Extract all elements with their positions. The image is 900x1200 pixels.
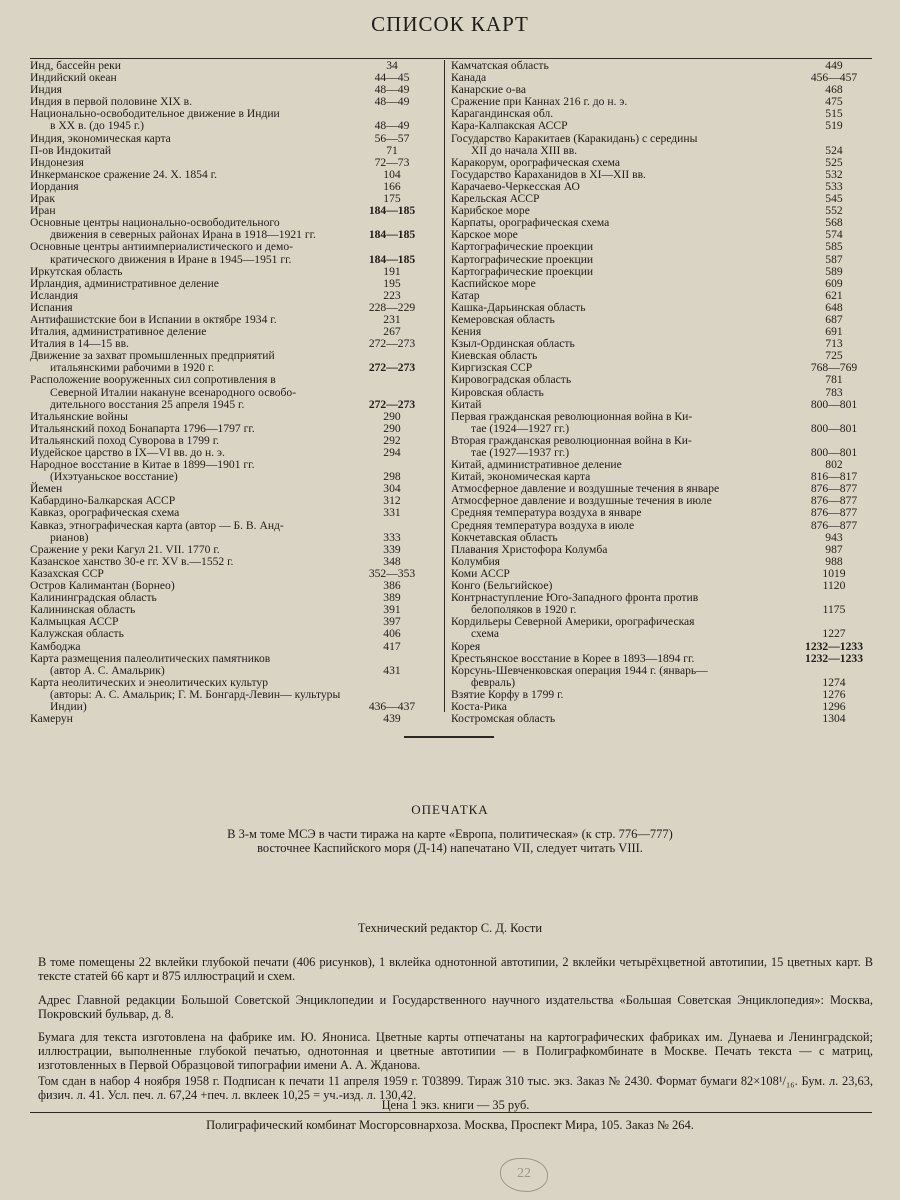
map-entry-page: 987 <box>825 542 843 556</box>
map-entry-title: Ирак <box>30 192 55 206</box>
map-entry-title-continued: тае (1924—1927 гг.) <box>471 421 570 435</box>
map-entry <box>30 653 434 677</box>
map-entry-title: Картографические проекции <box>451 252 594 266</box>
map-entry-title: Итальянские войны <box>30 409 128 423</box>
map-entry-title: Картографические проекции <box>451 240 594 254</box>
map-entry-page: 800—801 <box>810 421 858 435</box>
map-entry-title: Кировская область <box>451 385 544 399</box>
map-entry-title: Йемен <box>30 482 63 496</box>
editorial-address: Адрес Главной редакции Большой Советской Энциклопедии и Государственного научного издательства «Большая Советская Энциклопедия»: Москва, Покровский бульвар, д. 8. <box>38 993 873 1021</box>
map-entry-page: 725 <box>825 349 843 363</box>
map-entry-page: 621 <box>825 288 843 302</box>
map-entry-page: 1232—1233 <box>805 651 863 665</box>
map-entry-page: 781 <box>825 373 843 387</box>
map-entry-page: 800—801 <box>810 397 858 411</box>
map-entry-page: 228—229 <box>368 300 416 314</box>
map-entry-title-continued: в XX в. (до 1945 г.) <box>50 119 145 133</box>
map-entry-title: Инд, бассейн реки <box>30 59 121 72</box>
map-entry <box>30 278 434 290</box>
map-entry-title: Итальянский поход Бонапарта 1796—1797 гг. <box>30 421 255 435</box>
map-entry-title-continued: (авторы: А. С. Амальрик; Г. М. Бонгард-Левин— культуры Индии) <box>50 687 341 713</box>
technical-editor: Технический редактор С. Д. Кости <box>357 921 543 935</box>
map-entry-page: 34 <box>386 59 398 72</box>
map-entry-title: Народное восстание в Китае в 1899—1901 гг. <box>30 458 255 472</box>
map-entry-title: Камчатская область <box>451 59 549 72</box>
map-entry-page: 48—49 <box>374 83 410 97</box>
map-entry-title: Казанское ханство 30-е гг. XV в.—1552 г. <box>30 554 234 568</box>
map-entry-page: 468 <box>825 83 843 97</box>
map-entry-title: Кара-Калпакская АССР <box>451 119 568 133</box>
map-entry-title: Атмосферное давление и воздушные течения в январе <box>451 482 720 496</box>
map-entry-title: Карельская АССР <box>451 192 540 206</box>
map-entry-page: 1304 <box>822 712 846 726</box>
map-entry <box>30 108 434 132</box>
map-entry-title: Испания <box>30 300 73 314</box>
map-entry-title: Коста-Рика <box>451 699 507 713</box>
map-entry-page: 272—273 <box>368 337 416 351</box>
map-entry-title-continued: тае (1927—1937 гг.) <box>471 446 570 459</box>
map-entry <box>451 387 873 399</box>
map-entry-page: 1296 <box>822 699 846 713</box>
map-entry-page: 339 <box>383 542 401 556</box>
map-entry-page: 515 <box>825 107 843 121</box>
map-entry-page: 585 <box>825 240 843 254</box>
map-entry <box>30 241 434 265</box>
map-entry-title: Канарские о-ва <box>451 83 527 97</box>
map-entry-title-continued: рианов) <box>50 530 89 544</box>
map-entry-title: Итальянский поход Суворова в 1799 г. <box>30 433 220 447</box>
map-entry-page: 267 <box>383 325 401 339</box>
map-entry-title: Корсунь-Шевченковская операция 1944 г. (январь— <box>451 663 708 677</box>
map-entry-title: Картографические проекции <box>451 264 594 278</box>
map-entry-title: Движение за захват промышленных предприятий <box>30 349 275 363</box>
book-price: Цена 1 экз. книги — 35 руб. <box>381 1098 530 1112</box>
map-entry <box>451 556 873 568</box>
map-entry-title: Основные центры антиимпериалистического и демо- <box>30 240 294 254</box>
map-entry-title: Сражение у реки Кагул 21. VII. 1770 г. <box>30 542 220 556</box>
map-entry-page: 231 <box>383 312 401 326</box>
map-entry-page: 691 <box>825 325 843 339</box>
map-entry-title: Расположение вооруженных сил сопротивления в <box>30 373 276 387</box>
map-entry-title: Крестьянское восстание в Корее в 1893—1894 гг. <box>451 651 695 665</box>
map-entry <box>30 181 434 193</box>
map-entry-page: 292 <box>383 433 401 447</box>
map-entry-title: Карта размещения палеолитических памятников <box>30 651 271 665</box>
map-entry-page: 525 <box>825 155 843 169</box>
map-entry-title: Киргизская ССР <box>451 361 533 375</box>
map-entry-page: 333 <box>383 530 401 544</box>
map-entry-title: Колумбия <box>451 554 501 568</box>
map-entry-title-continued: схема <box>471 627 500 641</box>
map-entry-title: Инкерманское сражение 24. X. 1854 г. <box>30 167 218 181</box>
print-dates: Том сдан в набор 4 ноября 1958 г. Подписан к печати 11 апреля 1959 г. Т03899. Тираж 310 тыс. экз. Заказ № 2430. Формат бумаги 82×108¹/₁₆. Бум. л. 23,63, физич. л. 41. Усл. печ. л. 67,24 +печ. л. вклеек 10,25 = уч.-изд. л. 130,42. <box>38 1074 873 1102</box>
map-entry <box>451 689 873 701</box>
map-entry <box>451 133 873 157</box>
map-entry-title: Ирландия, административное деление <box>30 276 219 290</box>
map-entry-title: Плавания Христофора Колумба <box>451 542 608 556</box>
map-entry <box>451 60 873 72</box>
map-entry-title: Атмосферное давление и воздушные течения в июле <box>451 494 712 508</box>
map-entry-page: 456—457 <box>810 71 858 85</box>
map-entry-page: 44—45 <box>374 71 410 85</box>
map-entry-title: Конго (Бельгийское) <box>451 579 553 593</box>
map-entry-title: Контрнаступление Юго-Западного фронта против <box>451 591 699 605</box>
map-entry-page: 545 <box>825 192 843 206</box>
map-entry-page: 1232—1233 <box>805 639 863 653</box>
map-entry <box>451 278 873 290</box>
map-entry-page: 587 <box>825 252 843 266</box>
map-entry-title: Взятие Корфу в 1799 г. <box>451 687 564 701</box>
map-entry-title: Вторая гражданская революционная война в Ки- <box>451 433 692 447</box>
map-entry-page: 56—57 <box>374 131 410 145</box>
map-entry-title: Средняя температура воздуха в июле <box>451 518 635 532</box>
printer-line: Полиграфический комбинат Мосгорсовнархоза. Москва, Проспект Мира, 105. Заказ № 264. <box>206 1118 694 1132</box>
map-entry-page: 175 <box>383 192 401 206</box>
map-entry-page: 449 <box>825 59 843 72</box>
map-entry-title: Кавказ, орографическая схема <box>30 506 180 520</box>
map-entry-page: 331 <box>383 506 401 520</box>
separator-rule <box>404 736 494 738</box>
map-entry-title: Казахская ССР <box>30 566 104 580</box>
map-entry-page: 439 <box>383 712 401 726</box>
map-entry-page: 431 <box>383 663 401 677</box>
map-entry-page: 391 <box>383 603 401 617</box>
map-entry-title: Калининская область <box>30 603 136 617</box>
map-entry-title: Италия в 14—15 вв. <box>30 337 129 351</box>
map-entry-title-continued: (автор А. С. Амальрик) <box>50 663 165 677</box>
map-entry-title: Каспийское море <box>451 276 536 290</box>
map-entry-title: Камерун <box>30 712 73 726</box>
map-entry-title: Кемеровская область <box>451 312 555 326</box>
map-entry-title: Китай, административное деление <box>451 458 622 472</box>
map-entry-page: 417 <box>383 639 401 653</box>
map-entry-page: 223 <box>383 288 401 302</box>
map-entry-title-continued: (Ихэтуаньское восстание) <box>50 470 178 484</box>
map-entry-title: Первая гражданская революционная война в Ки- <box>451 409 693 423</box>
map-entry-page: 184—185 <box>368 228 416 242</box>
map-entry <box>30 145 434 157</box>
map-entry-page: 184—185 <box>368 204 416 218</box>
map-entry-title: Костромская область <box>451 712 556 726</box>
map-entry-page: 389 <box>383 591 401 605</box>
map-entry-page: 48—49 <box>374 95 410 109</box>
map-entry-title: Карское море <box>451 228 518 242</box>
map-entry <box>30 374 434 410</box>
map-entry-title: Коми АССР <box>451 566 510 580</box>
map-entry-page: 195 <box>383 276 401 290</box>
map-entry-page: 687 <box>825 312 843 326</box>
page-title: СПИСОК КАРТ <box>371 12 529 36</box>
map-entry-title: Антифашистские бои в Испании в октябре 1934 г. <box>30 312 277 326</box>
map-entry-page: 876—877 <box>810 518 858 532</box>
map-entry-title: Индия <box>30 83 63 97</box>
map-entry <box>30 459 434 483</box>
map-entry <box>451 665 873 689</box>
map-entry-page: 272—273 <box>368 397 416 411</box>
map-entry <box>30 520 434 544</box>
map-entry-page: 1276 <box>822 687 846 701</box>
bottom-rule <box>30 1112 872 1113</box>
map-entry-title: П-ов Индокитай <box>30 143 112 157</box>
map-entry-title: Кокчетавская область <box>451 530 558 544</box>
map-entry-page: 802 <box>825 458 843 472</box>
map-entry-title: Национально-освободительное движение в Индии <box>30 107 280 121</box>
map-entry-page: 589 <box>825 264 843 278</box>
paper-note: Бумага для текста изготовлена на фабрике им. Ю. Янониса. Цветные карты отпечатаны на картографических фабриках им. Дунаева и Ленинградской; иллюстрации, выполненные глубокой печатью, однотонная и цветные автотипии — в Полиграфкомбинате в Москве. Печать текста — с матриц, изготовленных в Первой Образцовой типографии имени А. А. Жданова. <box>38 1030 873 1072</box>
map-entry <box>451 314 873 326</box>
column-divider <box>444 60 445 712</box>
map-entry-page: 1175 <box>822 603 846 617</box>
map-entry-title-continued: итальянскими рабочими в 1920 г. <box>50 361 215 375</box>
map-entry-page: 406 <box>383 627 401 641</box>
map-entry-title: Карибское море <box>451 204 530 218</box>
map-entry-title: Камбоджа <box>30 639 81 653</box>
map-entry-page: 648 <box>825 300 843 314</box>
map-entry-title: Карта неолитических и энеолитических культур <box>30 675 268 689</box>
map-entry-title: Иордания <box>30 179 79 193</box>
map-entry-page: 166 <box>383 179 401 193</box>
map-entry-title-continued: XII до начала XIII вв. <box>471 143 578 157</box>
map-entry-page: 191 <box>383 264 401 278</box>
map-entry-title: Индия в первой половине XIX в. <box>30 95 192 109</box>
map-entry-page: 768—769 <box>810 361 858 375</box>
errata-heading: ОПЕЧАТКА <box>411 802 489 817</box>
map-entry-title: Карагандинская обл. <box>451 107 554 121</box>
map-entry-title: Исландия <box>30 288 79 302</box>
map-entry-title: Средняя температура воздуха в январе <box>451 506 642 520</box>
map-entry-title: Кировоградская область <box>451 373 572 387</box>
map-entry-page: 272—273 <box>368 361 416 375</box>
insets-note: В томе помещены 22 вклейки глубокой печати (406 рисунков), 1 вклейка однотонной автотипии, 2 вклейки четырёхцветной автотипии, 15 цветных карт. В тексте статей 66 карт и 875 иллюстраций и схем. <box>38 955 873 983</box>
map-entry-page: 290 <box>383 421 401 435</box>
map-entry <box>30 350 434 374</box>
map-entry-page: 298 <box>383 470 401 484</box>
map-entry-title: Кения <box>451 325 482 339</box>
map-entry-title-continued: февраль) <box>471 675 516 689</box>
map-entry-title: Кордильеры Северной Америки, орографическая <box>451 615 695 629</box>
map-entry-page: 348 <box>383 554 401 568</box>
map-entry-page: 988 <box>825 554 843 568</box>
map-entry-title: Киевская область <box>451 349 538 363</box>
map-entry-page: 436—437 <box>368 699 416 713</box>
map-entry <box>451 713 873 725</box>
map-entry-title: Основные центры национально-освободительного <box>30 216 280 230</box>
map-entry-title: Италия, административное деление <box>30 325 207 339</box>
map-entry-title: Государство Караханидов в XI—XII вв. <box>451 167 646 181</box>
map-entry-page: 104 <box>383 167 401 181</box>
map-entry-title: Индонезия <box>30 155 84 169</box>
map-entry-title: Иркутская область <box>30 264 123 278</box>
left-column-map-list <box>30 60 434 725</box>
map-entry-title: Каракорум, орографическая схема <box>451 155 621 169</box>
map-entry-page: 1019 <box>822 566 846 580</box>
map-entry <box>451 592 873 616</box>
map-entry-page: 397 <box>383 615 401 629</box>
map-entry <box>451 435 873 459</box>
map-entry-page: 524 <box>825 143 843 157</box>
map-entry-page: 552 <box>825 204 843 218</box>
map-entry-title: Катар <box>451 288 480 302</box>
map-entry-page: 783 <box>825 385 843 399</box>
map-entry <box>30 217 434 241</box>
map-entry-title-continued: белополяков в 1920 г. <box>471 603 577 617</box>
map-entry-title: Кашка-Дарьинская область <box>451 300 586 314</box>
map-entry-page: 876—877 <box>810 506 858 520</box>
map-entry-title: Иран <box>30 204 56 218</box>
map-entry-page: 816—817 <box>810 470 858 484</box>
map-entry-title-continued: Северной Италии накануне всенародного освобо-дительного восстания 25 апреля 1945 г. <box>50 385 297 411</box>
map-entry-title: Кавказ, этнографическая карта (автор — Б. В. Анд- <box>30 518 284 532</box>
map-entry-title: Калининградская область <box>30 591 157 605</box>
errata-text: В 3-м томе МСЭ в части тиража на карте «Европа, политическая» (к стр. 776—777) восточнее Каспийского моря (Д-14) напечатано VII, следует читать VIII. <box>227 827 673 855</box>
map-entry-page: 352—353 <box>368 566 416 580</box>
map-entry-title: Кзыл-Ординская область <box>451 337 575 351</box>
map-entry-page: 713 <box>825 337 843 351</box>
map-entry-page: 568 <box>825 216 843 230</box>
map-entry-page: 386 <box>383 579 401 593</box>
right-column-map-list <box>451 60 873 725</box>
map-entry <box>451 544 873 556</box>
map-entry-page: 290 <box>383 409 401 423</box>
map-entry-page: 48—49 <box>374 119 410 133</box>
map-entry-title: Китай <box>451 397 482 411</box>
pencil-mark: 22 <box>500 1158 548 1192</box>
map-entry <box>30 169 434 181</box>
map-entry-title: Калмыцкая АССР <box>30 615 119 629</box>
map-entry-title: Кабардино-Балкарская АССР <box>30 494 176 508</box>
map-entry-page: 1274 <box>822 675 846 689</box>
map-entry-page: 184—185 <box>368 252 416 266</box>
map-entry <box>30 72 434 84</box>
map-entry-page: 943 <box>825 530 843 544</box>
map-entry-title: Иудейское царство в IX—VI вв. до н. э. <box>30 446 225 459</box>
map-entry-page: 532 <box>825 167 843 181</box>
map-entry-page: 294 <box>383 446 401 459</box>
map-entry-page: 475 <box>825 95 843 109</box>
map-entry-title: Индийский океан <box>30 71 117 85</box>
map-entry-title: Корея <box>451 639 481 653</box>
map-entry-page: 312 <box>383 494 401 508</box>
map-entry-page: 800—801 <box>810 446 858 459</box>
map-entry <box>30 628 434 640</box>
map-entry-page: 876—877 <box>810 494 858 508</box>
map-entry-title: Карачаево-Черкесская АО <box>451 179 580 193</box>
map-entry-title-continued: кратического движения в Иране в 1945—1951 гг. <box>50 252 292 266</box>
map-entry-page: 304 <box>383 482 401 496</box>
map-entry-page: 1120 <box>822 579 846 593</box>
map-entry-page: 72—73 <box>374 155 410 169</box>
map-entry-page: 609 <box>825 276 843 290</box>
map-entry-title: Индия, экономическая карта <box>30 131 171 145</box>
map-entry <box>451 411 873 435</box>
map-entry-title: Канада <box>451 71 487 85</box>
map-entry-title-continued: движения в северных районах Ирана в 1918—1921 гг. <box>50 228 316 242</box>
map-entry-page: 1227 <box>822 627 846 641</box>
map-entry-title: Китай, экономическая карта <box>451 470 591 484</box>
map-entry <box>451 616 873 640</box>
map-entry-title: Государство Каракитаев (Каракидань) с середины <box>451 131 698 145</box>
map-entry-page: 519 <box>825 119 843 133</box>
map-entry-title: Калужская область <box>30 627 124 641</box>
map-entry-title: Сражение при Каннах 216 г. до н. э. <box>451 95 628 109</box>
map-entry <box>30 677 434 713</box>
map-entry-page: 533 <box>825 179 843 193</box>
map-entry-title: Остров Калимантан (Борнео) <box>30 579 175 593</box>
map-entry-page: 71 <box>386 143 398 157</box>
map-entry <box>30 713 434 725</box>
map-entry-page: 876—877 <box>810 482 858 496</box>
map-entry-page: 574 <box>825 228 843 242</box>
map-entry-title: Карпаты, орографическая схема <box>451 216 610 230</box>
